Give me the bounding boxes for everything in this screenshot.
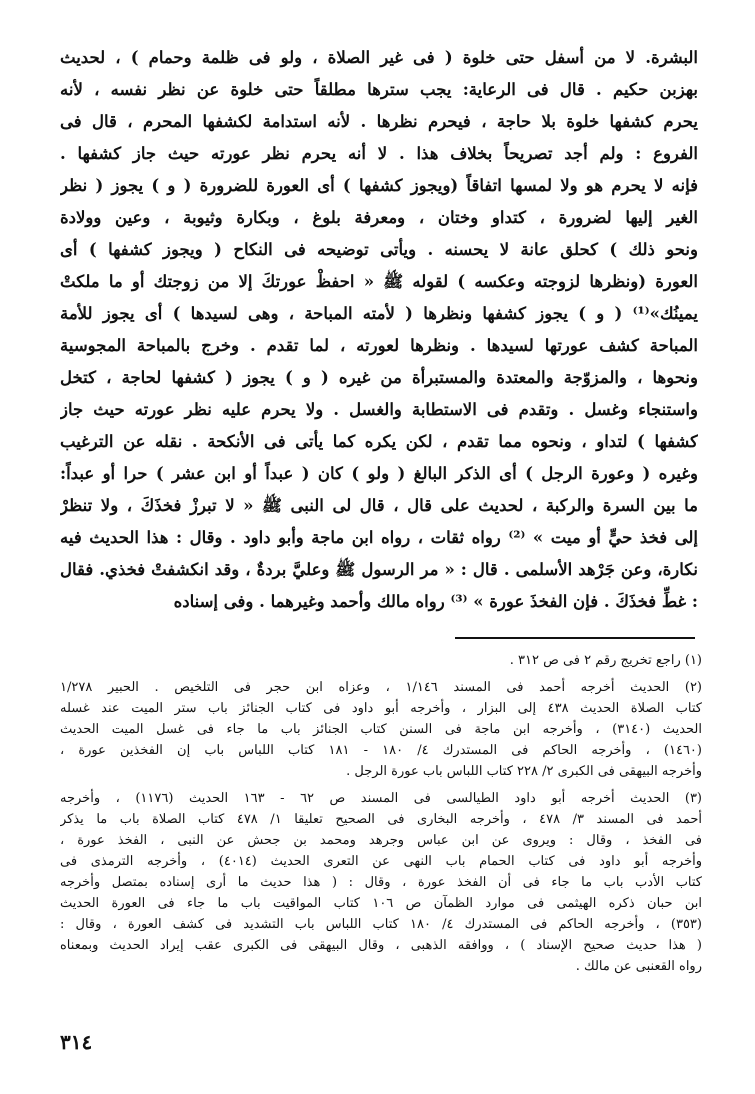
text-line: : غطِّ فخذَكَ . فإن الفخذَ عورة » ⁽³⁾ رواه مالك وأحمد وغيرهما . وفى إسناده <box>173 592 698 611</box>
text-line: نكارة، وعن جَرْهد الأسلمى . قال : « مر الرسول ﷺ وعليَّ بردةٌ ، وقد انكشفتْ فخذي. فقال <box>60 560 698 579</box>
page-number: ٣١٤ <box>60 1030 93 1054</box>
text-line: ما بين السرة والركبة ، لحديث على قال ، قال لى النبى ﷺ « لا تبرزْ فخذَكَ ، ولا تنظرْ <box>60 496 698 515</box>
footnote-line: رواه القعنبى عن مالك . <box>575 959 702 974</box>
text-line: الفروع : ولم أجد تصريحاً بخلاف هذا . لا أنه يحرم نظر عورته حيث جاز كشفها . <box>60 144 698 163</box>
text-line: كشفها ) لتداو ، ونحوه مما تقدم ، لكن يكره كما يأتى فى الأنكحة . نقله عن الترغيب <box>60 432 698 451</box>
footnote-line: كتاب الصلاة الحديث ٤٣٨ إلى البزار ، وأخرجه أبو داود فى كتاب الجنائز باب ستر الميت عند غسله <box>60 701 702 716</box>
footnote <box>60 650 702 671</box>
footnote-separator <box>455 637 695 639</box>
main-text <box>60 42 698 618</box>
text-line: البشرة. لا من أسفل حتى خلوة ( فى غير الصلاة ، ولو فى ظلمة وحمام ) ، لحديث <box>60 48 698 67</box>
footnote <box>60 677 702 782</box>
footnote-line: (١) راجع تخريج رقم ٢ فى ص ٣١٢ . <box>509 653 702 668</box>
footnote-line: وأخرجه البيهقى فى الكبرى ٢/ ٢٢٨ كتاب اللباس باب عورة الرجل . <box>346 764 702 779</box>
footnote-line: وأخرجه أبو داود فى كتاب الحمام باب النهى عن التعرى الحديث (٤٠١٤) ، وأخرجه الترمذى فى <box>60 854 702 869</box>
footnote-line: أحمد فى المسند ٣/ ٤٧٨ ، وأخرجه البخارى فى الصحيح تعليقا ١/ ٤٧٨ كتاب الصلاة باب ما يذكر <box>60 812 702 827</box>
text-line: العورة (ونظرها لزوجته وعكسه ) لقوله ﷺ « احفظْ عورتكَ إلا من زوجتك أو ما ملكتْ <box>60 272 698 291</box>
text-line: واستنجاء وغسل . وتقدم فى الاستطابة والغسل . ولا يحرم عليه نظر عورته حيث جاز <box>60 400 698 419</box>
text-line: وغيره ( وعورة الرجل ) أى الذكر البالغ ( ولو ) كان ( عبداً أو ابن عشر ) حرا أو عبداً: <box>60 464 698 483</box>
text-line: الغير إليها لضرورة ، كتداو وختان ، ومعرفة بلوغ ، وبكارة وثيوبة ، وعين وولادة <box>60 208 698 227</box>
text-line: يحرم كشفها خلوة بلا حاجة ، فيحرم نظرها . لأنه استدامة لكشفها المحرم ، قال فى <box>60 112 698 131</box>
footnote-line: (٣) الحديث أخرجه أبو داود الطيالسى فى المسند ص ٦٢ - ١٦٣ الحديث (١١٧٦) ، وأخرجه <box>60 791 702 806</box>
footnote-line: (١٤٦٠) ، وأخرجه الحاكم فى المستدرك ٤/ ١٨٠ - ١٨١ كتاب اللباس باب إن الفخذين عورة ، <box>60 743 702 758</box>
text-line: فإنه لا يحرم هو ولا لمسها اتفاقاً (ويجوز كشفها ) أى العورة للضرورة ( و ) يجوز ( نظر <box>60 176 698 195</box>
text-line: إلى فخذ حيٍّ أو ميت » ⁽²⁾ رواه ثقات ، رواه ابن ماجة وأبو داود . وقال : هذا الحديث فيه <box>60 528 698 547</box>
text-line: ونحوها ، والمزوّجة والمعتدة والمستبرأة من غيره ( و ) يجوز ( كشفها لحاجة ، كتخل <box>60 368 698 387</box>
footnote-line: كتاب الأدب باب ما جاء فى أن الفخذ عورة ، وقال : ( هذا حديث ما أرى إسناده بمتصل وأخرجه <box>60 875 702 890</box>
footnote-line: فى الفخذ ، وقال : ويروى عن ابن عباس وجرهد ومحمد بن جحش عن النبى ، الفخذ عورة ، <box>60 833 702 848</box>
footnote-line: ( هذا حديث صحيح الإسناد ) ، ووافقه الذهبى ، وقال البيهقى فى الكبرى عقب إيراد الحديث وبمعناه <box>60 938 702 953</box>
footnote-line: الحديث (٣١٤٠) ، وأخرجه ابن ماجة فى السنن كتاب الجنائز باب ما جاء فى غسل الميت الحديث <box>60 722 702 737</box>
text-line: يمينُك»⁽¹⁾ ( و ) يجوز كشفها ونظرها ( لأمته المباحة ، وهى لسيدها ) أى يجوز للأمة <box>60 304 698 323</box>
text-line: المباحة كشف عورتها لسيدها . ونظرها لعورته ، لما تقدم . وخرج بالمباحة المجوسية <box>60 336 698 355</box>
footnote-line: (٣٥٣) ، وأخرجه الحاكم فى المستدرك ٤/ ١٨٠ كتاب اللباس باب التشديد فى كشف العورة ، وقال : <box>60 917 702 932</box>
footnotes <box>60 650 702 977</box>
text-line: بهزبن حكيم . قال فى الرعاية: يجب سترها مطلقاً حتى خلوة عن نظر نفسه ، لأنه <box>60 80 698 99</box>
footnote <box>60 788 702 977</box>
footnote-line: (٢) الحديث أخرجه أحمد فى المسند ١/١٤٦ ، وعزاه ابن حجر فى التلخيص . الحبير ١/٢٧٨ <box>60 680 702 695</box>
footnote-line: ابن حبان ذكره الهيثمى فى موارد الظمآن ص ١٠٦ كتاب المواقيت باب ما جاء فى العورة الحديث <box>60 896 702 911</box>
text-line: ونحو ذلك ) كحلق عانة لا يحسنه . ويأتى توضيحه فى النكاح ( ويجوز كشفها ) أى <box>60 240 698 259</box>
